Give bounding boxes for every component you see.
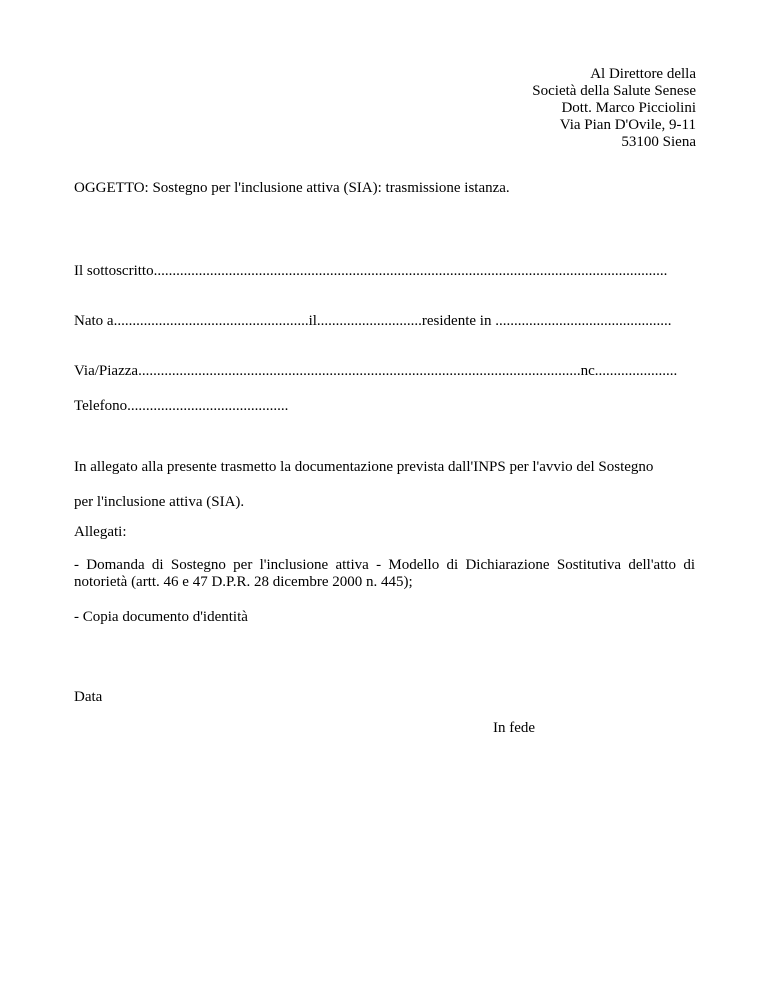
addressee-line-2: Società della Salute Senese [532, 83, 696, 99]
addressee-line-4: Via Pian D'Ovile, 9-11 [559, 117, 696, 133]
allegato-item-2: - Copia documento d'identità [74, 609, 248, 625]
body-paragraph-2: per l'inclusione attiva (SIA). [74, 494, 245, 510]
subject-line: OGGETTO: Sostegno per l'inclusione attiva (SIA): trasmissione istanza. [74, 180, 510, 196]
field-telefono: Telefono........................................... [74, 398, 289, 414]
addressee-block [532, 66, 696, 151]
allegati-label: Allegati: [74, 524, 127, 540]
addressee-line-3: Dott. Marco Picciolini [561, 100, 696, 116]
addressee-line-5: 53100 Siena [621, 134, 696, 150]
field-nato-residente: Nato a....................................................il............................residente in ............................................... [74, 313, 672, 329]
allegato-item-1: - Domanda di Sostegno per l'inclusione attiva - Modello di Dichiarazione Sostitutiva dell'atto di notorietà (artt. 46 e 47 D.P.R. 28 dicembre 2000 n. 445); [74, 557, 695, 590]
addressee-line-1: Al Direttore della [590, 66, 696, 82]
field-via-piazza: Via/Piazza......................................................................................................................nc...................... [74, 363, 678, 379]
body-paragraph-1: In allegato alla presente trasmetto la documentazione prevista dall'INPS per l'avvio del Sostegno [74, 459, 654, 475]
in-fede-label: In fede [493, 720, 536, 736]
data-label: Data [74, 689, 103, 705]
field-sottoscritto: Il sottoscritto......................................................................................................................................... [74, 263, 668, 279]
